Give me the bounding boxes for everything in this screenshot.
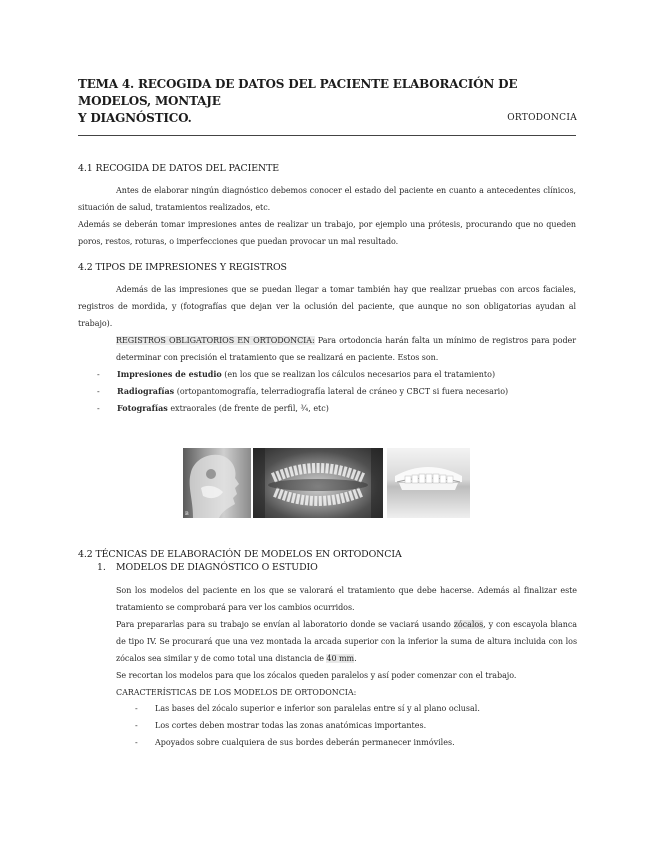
- bullet-text: Los cortes deben mostrar todas las zonas anatómicas importantes.: [155, 721, 427, 730]
- title-line-2: Y DIAGNÓSTICO.: [78, 111, 192, 125]
- panoramic-radiograph-image: [253, 448, 383, 518]
- section-heading-4-2-tecnicas: 4.2 TÉCNICAS DE ELABORACIÓN DE MODELOS EN ORTODONCIA: [78, 549, 402, 560]
- item-number: 1.: [97, 562, 106, 573]
- cephalometric-radiograph-image: [183, 448, 251, 518]
- bullet-text: (ortopantomografía, telerradiografía lateral de cráneo y CBCT si fuera necesario): [174, 387, 509, 396]
- paragraph-preparacion: [116, 616, 577, 667]
- preparacion-text-b: , y con escayola blanca de tipo IV. Se procurará que una vez montada la arcada superior con la inferior la suma de altura incluida con los zócalos sea similar y de como total una distancia de: [116, 620, 578, 663]
- bullet-bold: Impresiones de estudio: [117, 369, 222, 379]
- header-divider: [78, 135, 576, 136]
- list-item: [97, 383, 577, 400]
- paragraph-pruebas: Además de las impresiones que se puedan llegar a tomar también hay que realizar pruebas con arcos faciales, registros de mordida, y (fotografías que dejan ver la oclusión del paciente, que aunque no son obligatorias ayudan al trabajo).: [78, 285, 576, 328]
- bullet-dash: -: [97, 404, 100, 413]
- bullet-bold: Radiografías: [117, 386, 175, 396]
- list-item: [135, 734, 575, 751]
- bullet-dash: -: [97, 370, 100, 379]
- bullet-dash: -: [135, 738, 138, 747]
- item-title: MODELOS DE DIAGNÓSTICO O ESTUDIO: [116, 562, 318, 573]
- dental-model-photo: [387, 448, 470, 518]
- paragraph-registros-obligatorios: [116, 332, 576, 366]
- preparacion-text-c: .: [354, 654, 357, 663]
- bullet-dash: -: [135, 721, 138, 730]
- zocalos-highlight: zócalos: [453, 620, 484, 629]
- preparacion-text-a: Para prepararlas para su trabajo se envían al laboratorio donde se vaciará usando: [116, 620, 454, 629]
- bullet-bold: Fotografías: [117, 403, 168, 413]
- bullet-text: extraorales (de frente de perfil, ¾, etc): [167, 404, 329, 413]
- bullet-text: (en los que se realizan los cálculos necesarios para el tratamiento): [221, 370, 496, 379]
- list-item: [135, 700, 575, 717]
- paragraph-modelos: Son los modelos del paciente en los que se valorará el tratamiento que debe hacerse. Además al finalizar este tratamiento se comprobará para ver los cambios ocurridos.: [116, 586, 577, 612]
- list-item: [97, 400, 577, 417]
- list-item: [97, 366, 577, 383]
- paragraph-impresiones: Además se deberán tomar impresiones antes de realizar un trabajo, por ejemplo una prótesis, procurando que no queden poros, restos, roturas, o imperfecciones que puedan provocar un mal resultado.: [78, 220, 576, 246]
- paragraph-antecedentes: Antes de elaborar ningún diagnóstico debemos conocer el estado del paciente en cuanto a antecedentes clínicos, situación de salud, tratamientos realizados, etc.: [78, 186, 576, 212]
- bullet-dash: -: [135, 704, 138, 713]
- section-heading-4-2-tipos: 4.2 TIPOS DE IMPRESIONES Y REGISTROS: [78, 262, 287, 273]
- bullet-text: Apoyados sobre cualquiera de sus bordes deberán permanecer inmóviles.: [155, 738, 455, 747]
- characteristics-heading: CARACTERÍSTICAS DE LOS MODELOS DE ORTODONCIA:: [116, 688, 357, 697]
- title-line-1: TEMA 4. RECOGIDA DE DATOS DEL PACIENTE ELABORACIÓN DE MODELOS, MONTAJE: [78, 77, 518, 108]
- list-item: [135, 717, 575, 734]
- registros-label: REGISTROS OBLIGATORIOS EN ORTODONCIA:: [116, 336, 315, 345]
- bullet-text: Las bases del zócalo superior e inferior son paralelas entre sí y al plano oclusal.: [155, 704, 480, 713]
- bullet-dash: -: [97, 387, 100, 396]
- registros-text: Para ortodoncia harán falta un mínimo de registros para poder determinar con precisión el tratamiento que se realizará en paciente. Estos son.: [116, 336, 577, 362]
- paragraph-recorte: Se recortan los modelos para que los zócalos queden paralelos y así poder comenzar con el trabajo.: [116, 671, 517, 680]
- distance-highlight: 40 mm: [326, 654, 355, 663]
- image-marker: B: [185, 511, 189, 517]
- subject-label: ORTODONCIA: [507, 113, 577, 123]
- section-heading-4-1: 4.1 RECOGIDA DE DATOS DEL PACIENTE: [78, 163, 279, 174]
